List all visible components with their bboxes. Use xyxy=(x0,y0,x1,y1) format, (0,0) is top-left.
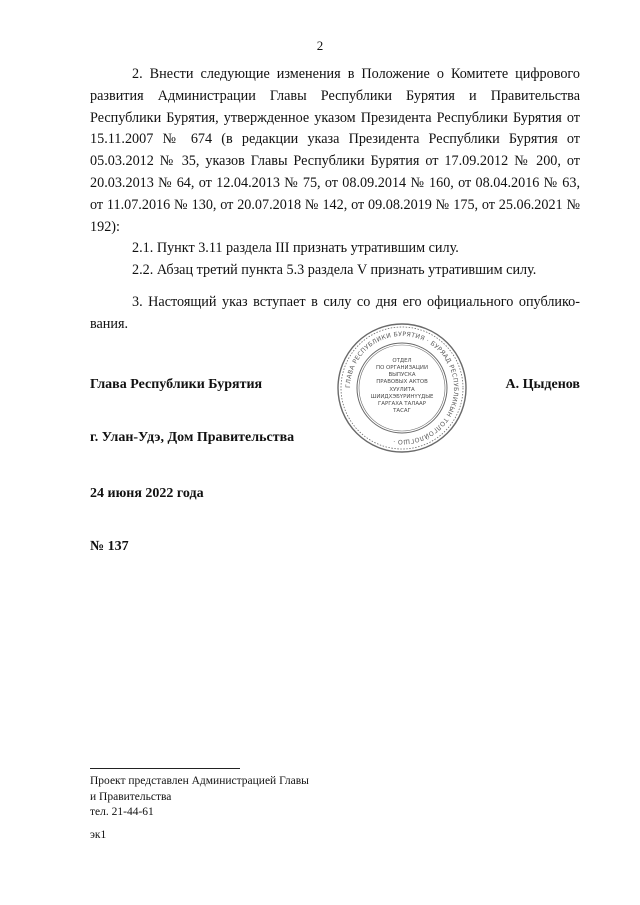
seal-line: ПО ОРГАНИЗАЦИИ xyxy=(376,365,428,371)
paragraph-amendments: 2. Внести следующие изменения в Положение о Комитете цифрового развития Администрации Главы Республики Бурятия и Правительства Республики Бурятия, утвержденное указом Президента Республики Бурятия от 15.11.2007 № 674 (в редакции указа Президента Республики Бурятия от 05.03.2012 № 35, указов Главы Республики Бурятия от 17.09.2012 № 200, от 20.03.2013 № 64, от 12.04.2013 № 75, от 08.09.2014 № 160, от 08.04.2016 № 63, от 11.07.2016 № 130, от 20.07.2018 № 142, от 09.08.2019 № 175, от 25.06.2021 № 192): xyxy=(90,66,580,235)
footnote-line: Проект представлен Администрацией Главы xyxy=(90,775,309,787)
seal-line: ВЫПУСКА xyxy=(388,372,416,378)
seal-line: ОТДЕЛ xyxy=(392,358,412,364)
paragraph-effective-date: 3. Настоящий указ вступает в силу со дня его официального опубликования. xyxy=(90,293,580,332)
decree-number: № 137 xyxy=(90,539,129,554)
executor-code: эк1 xyxy=(90,829,107,841)
paragraph-item-2-1: 2.1. Пункт 3.11 раздела III признать утратившим силу. xyxy=(132,240,459,257)
seal-line: ТАСАГ xyxy=(393,408,411,414)
signature-title: Глава Республики Бурятия xyxy=(90,377,263,392)
official-seal xyxy=(336,322,468,454)
footnote-line: и Правительства xyxy=(90,790,172,803)
seal-line: ХУУЛИТА xyxy=(389,387,415,393)
footnote xyxy=(90,774,309,821)
paragraph-item-2-2: 2.2. Абзац третий пункта 5.3 раздела V признать утратившим силу. xyxy=(132,262,537,279)
seal-line: ГАРГАХА ТАЛААР xyxy=(378,401,426,407)
page-number: 2 xyxy=(316,38,324,53)
decree-body xyxy=(90,64,580,336)
decree-date: 24 июня 2022 года xyxy=(90,486,204,501)
footnote-phone: тел. 21-44-61 xyxy=(90,806,154,818)
footnote-divider xyxy=(90,768,240,769)
decree-place: г. Улан-Удэ, Дом Правительства xyxy=(90,430,295,445)
seal-ring-text: ГЛАВА РЕСПУБЛИКИ БУРЯТИЯ · БУРЯАД РЕСПУБЛИКЫН ТОЛГОЙЛОГШО · xyxy=(344,330,460,446)
seal-line: ПРАВОВЫХ АКТОВ xyxy=(376,379,428,385)
seal-line: ШИИДХЭБҮРИНҮҮДЫЕ xyxy=(370,394,434,400)
signature-name: А. Цыденов xyxy=(505,377,580,392)
